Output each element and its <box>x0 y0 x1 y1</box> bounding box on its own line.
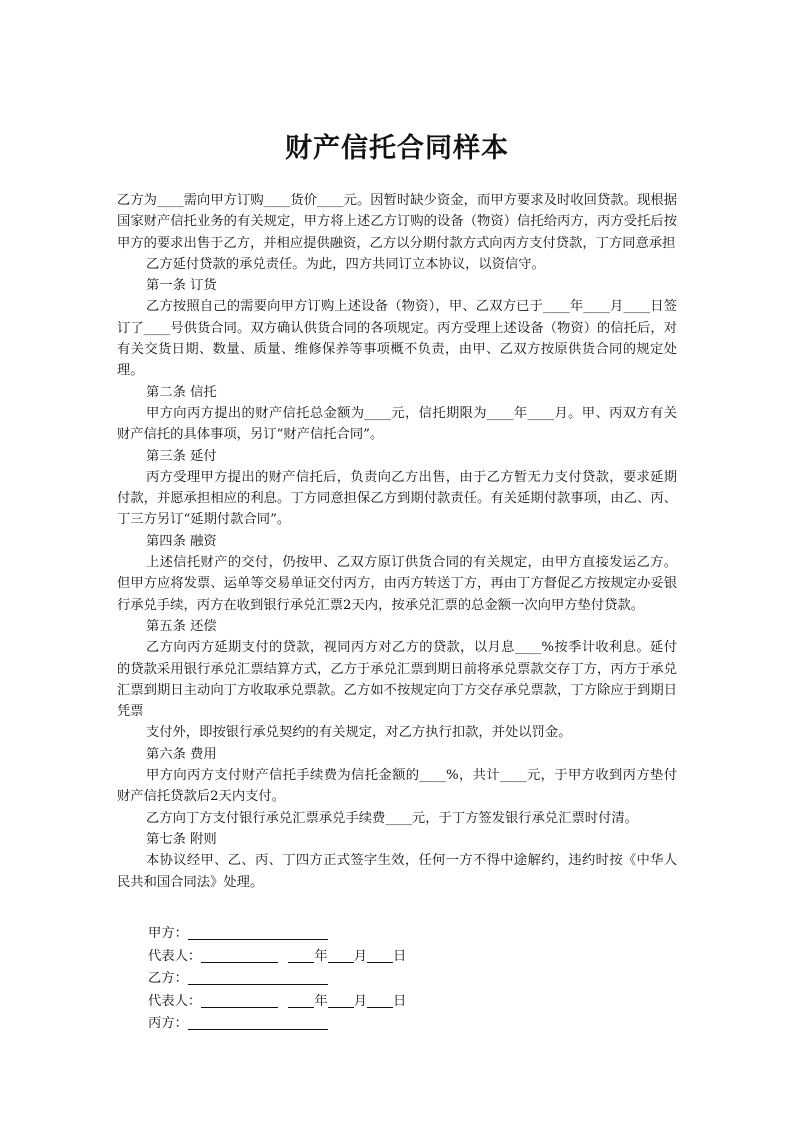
party-a-label: 甲方： <box>148 926 188 941</box>
rep-b-day-blank <box>367 993 393 1008</box>
party-c-signature-line <box>188 1015 328 1030</box>
section-heading: 第七条 附则 <box>146 831 217 847</box>
rep-a-year-blank <box>288 948 314 963</box>
rep-a-day-blank <box>367 948 393 963</box>
rep-a-month-label: 月 <box>353 948 368 964</box>
party-a-signature-line <box>188 925 328 940</box>
rep-b-month-blank <box>328 993 354 1008</box>
section-heading: 第四条 融资 <box>146 533 217 549</box>
rep-b-year-label: 年 <box>314 993 328 1009</box>
section-heading: 第一条 订货 <box>146 278 217 294</box>
signature-party-c <box>148 1013 406 1036</box>
document-title: 财产信托合同样本 <box>285 133 509 164</box>
signature-rep-b <box>148 991 406 1014</box>
contract-body <box>117 190 677 893</box>
rep-a-label: 代表人： <box>148 948 202 964</box>
rep-b-label: 代表人： <box>148 993 202 1009</box>
body-paragraph: 乙方为____需向甲方订购____货价____元。因暂时缺少资金，而甲方要求及时收回贷款。现根据国家财产信托业务的有关规定，甲方将上述乙方订购的设备（物资）信托给丙方，丙方受托后按甲方的要求出售于乙方，并相应提供融资，乙方以分期付款方式向丙方支付贷款，丁方同意承担 <box>117 193 677 251</box>
signature-block <box>148 923 406 1036</box>
section-heading: 第三条 延付 <box>146 448 217 464</box>
body-paragraph: 乙方延付贷款的承兑责任。为此，四方共同订立本协议，以资信守。 <box>146 256 545 272</box>
section-heading: 第二条 信托 <box>146 384 217 400</box>
rep-b-day-label: 日 <box>393 993 407 1009</box>
signature-party-b <box>148 968 406 991</box>
signature-party-a <box>148 923 406 946</box>
body-paragraph: 上述信托财产的交付，仍按甲、乙双方原订供货合同的有关规定，由甲方直接发运乙方。但甲方应将发票、运单等交易单证交付丙方，由丙方转送丁方，再由丁方督促乙方按规定办妥银行承兑手续，丙方在收到银行承兑汇票2天内，按承兑汇票的总金额一次向甲方垫付贷款。 <box>117 555 677 613</box>
rep-a-day-label: 日 <box>393 948 407 964</box>
body-paragraph: 甲方向丙方支付财产信托手续费为信托金额的____%，共计____元，于甲方收到丙方垫付财产信托贷款后2天内支付。 <box>117 768 677 805</box>
rep-a-signature-line <box>201 948 278 963</box>
party-b-label: 乙方： <box>148 971 188 986</box>
rep-b-month-label: 月 <box>353 993 368 1009</box>
body-paragraph: 乙方向丁方支付银行承兑汇票承兑手续费____元，于丁方签发银行承兑汇票时付清。 <box>146 810 638 826</box>
body-paragraph: 乙方向丙方延期支付的贷款，视同丙方对乙方的贷款，以月息____%按季计收利息。延付的贷款采用银行承兑汇票结算方式，乙方于承兑汇票到期日前将承兑票款交存丁方，丙方于承兑汇票到期日主动向丁方收取承兑票款。乙方如不按规定向丁方交存承兑票款，丁方除应于到期日凭票 <box>117 640 677 720</box>
rep-b-signature-line <box>201 993 278 1008</box>
rep-a-year-label: 年 <box>314 948 328 964</box>
section-heading: 第六条 费用 <box>146 746 217 762</box>
party-b-signature-line <box>188 970 328 985</box>
body-paragraph: 本协议经甲、乙、丙、丁四方正式签字生效，任何一方不得中途解约，违约时按《中华人民共和国合同法》处理。 <box>117 853 677 890</box>
section-heading: 第五条 还偿 <box>146 618 217 634</box>
signature-rep-a <box>148 946 406 969</box>
rep-b-year-blank <box>288 993 314 1008</box>
rep-a-month-blank <box>328 948 354 963</box>
body-paragraph: 丙方受理甲方提出的财产信托后，负责向乙方出售，由于乙方暂无力支付贷款，要求延期付款，并愿承担相应的利息。丁方同意担保乙方到期付款责任。有关延期付款事项，由乙、丙、丁三方另订“延期付款合同”。 <box>117 469 677 528</box>
body-paragraph: 乙方按照自己的需要向甲方订购上述设备（物资），甲、乙双方已于____年____月____日签订了____号供货合同。双方确认供货合同的各项规定。丙方受理上述设备（物资）的信托后，对有关交货日期、数量、质量、维修保养等事项概不负责，由甲、乙双方按原供货合同的规定处理。 <box>117 299 677 379</box>
party-c-label: 丙方： <box>148 1016 188 1031</box>
body-paragraph: 甲方向丙方提出的财产信托总金额为____元，信托期限为____年____月。甲、丙双方有关财产信托的具体事项，另订“财产信托合同”。 <box>117 405 677 443</box>
body-paragraph: 支付外，即按银行承兑契约的有关规定，对乙方执行扣款，并处以罚金。 <box>146 725 572 741</box>
